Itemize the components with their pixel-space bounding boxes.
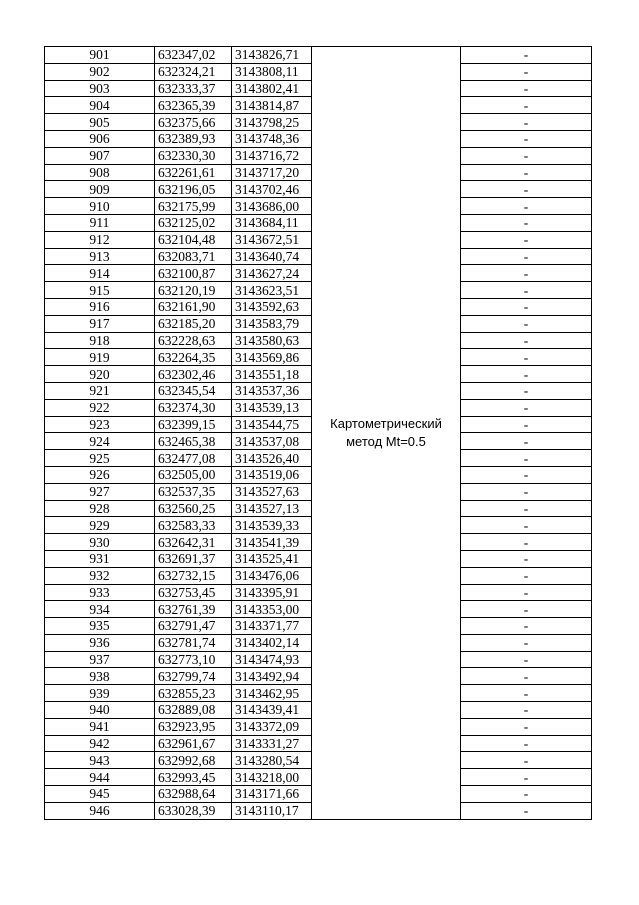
- point-number-cell: 919: [45, 349, 155, 366]
- accuracy-cell: -: [461, 634, 592, 651]
- accuracy-cell: -: [461, 601, 592, 618]
- point-number-cell: 940: [45, 702, 155, 719]
- x-coordinate-cell: 632988,64: [155, 786, 232, 803]
- x-coordinate-cell: 632175,99: [155, 198, 232, 215]
- accuracy-cell: -: [461, 534, 592, 551]
- coordinates-table-body: [45, 47, 592, 820]
- point-number-cell: 921: [45, 382, 155, 399]
- method-text-line: метод Mt=0.5: [346, 433, 426, 449]
- x-coordinate-cell: 632196,05: [155, 181, 232, 198]
- y-coordinate-cell: 3143802,41: [232, 80, 312, 97]
- point-number-cell: 904: [45, 97, 155, 114]
- x-coordinate-cell: 632477,08: [155, 450, 232, 467]
- accuracy-cell: -: [461, 685, 592, 702]
- point-number-cell: 934: [45, 601, 155, 618]
- accuracy-cell: -: [461, 47, 592, 64]
- point-number-cell: 926: [45, 466, 155, 483]
- y-coordinate-cell: 3143280,54: [232, 752, 312, 769]
- accuracy-cell: -: [461, 147, 592, 164]
- x-coordinate-cell: 632345,54: [155, 382, 232, 399]
- x-coordinate-cell: 632537,35: [155, 483, 232, 500]
- point-number-cell: 903: [45, 80, 155, 97]
- coordinates-table: [44, 46, 592, 820]
- point-number-cell: 909: [45, 181, 155, 198]
- accuracy-cell: -: [461, 349, 592, 366]
- point-number-cell: 942: [45, 735, 155, 752]
- accuracy-cell: -: [461, 735, 592, 752]
- point-number-cell: 946: [45, 802, 155, 819]
- x-coordinate-cell: 632100,87: [155, 265, 232, 282]
- x-coordinate-cell: 632791,47: [155, 618, 232, 635]
- y-coordinate-cell: 3143684,11: [232, 214, 312, 231]
- y-coordinate-cell: 3143623,51: [232, 282, 312, 299]
- x-coordinate-cell: 632923,95: [155, 718, 232, 735]
- accuracy-cell: -: [461, 399, 592, 416]
- accuracy-cell: -: [461, 702, 592, 719]
- accuracy-cell: -: [461, 651, 592, 668]
- accuracy-cell: -: [461, 517, 592, 534]
- accuracy-cell: -: [461, 466, 592, 483]
- y-coordinate-cell: 3143462,95: [232, 685, 312, 702]
- x-coordinate-cell: 632185,20: [155, 315, 232, 332]
- accuracy-cell: -: [461, 416, 592, 433]
- y-coordinate-cell: 3143539,13: [232, 399, 312, 416]
- x-coordinate-cell: 632302,46: [155, 366, 232, 383]
- x-coordinate-cell: 632324,21: [155, 63, 232, 80]
- accuracy-cell: -: [461, 315, 592, 332]
- x-coordinate-cell: 632125,02: [155, 214, 232, 231]
- point-number-cell: 913: [45, 248, 155, 265]
- x-coordinate-cell: 632993,45: [155, 769, 232, 786]
- x-coordinate-cell: 632365,39: [155, 97, 232, 114]
- point-number-cell: 905: [45, 114, 155, 131]
- y-coordinate-cell: 3143583,79: [232, 315, 312, 332]
- x-coordinate-cell: 632228,63: [155, 332, 232, 349]
- y-coordinate-cell: 3143569,86: [232, 349, 312, 366]
- x-coordinate-cell: 632083,71: [155, 248, 232, 265]
- y-coordinate-cell: 3143541,39: [232, 534, 312, 551]
- accuracy-cell: -: [461, 248, 592, 265]
- x-coordinate-cell: 632330,30: [155, 147, 232, 164]
- x-coordinate-cell: 632560,25: [155, 500, 232, 517]
- y-coordinate-cell: 3143527,13: [232, 500, 312, 517]
- accuracy-cell: -: [461, 769, 592, 786]
- x-coordinate-cell: 632691,37: [155, 550, 232, 567]
- y-coordinate-cell: 3143371,77: [232, 618, 312, 635]
- accuracy-cell: -: [461, 483, 592, 500]
- x-coordinate-cell: 632399,15: [155, 416, 232, 433]
- point-number-cell: 915: [45, 282, 155, 299]
- y-coordinate-cell: 3143672,51: [232, 231, 312, 248]
- point-number-cell: 930: [45, 534, 155, 551]
- table-row: [45, 47, 592, 64]
- y-coordinate-cell: 3143171,66: [232, 786, 312, 803]
- point-number-cell: 936: [45, 634, 155, 651]
- y-coordinate-cell: 3143474,93: [232, 651, 312, 668]
- point-number-cell: 923: [45, 416, 155, 433]
- y-coordinate-cell: 3143808,11: [232, 63, 312, 80]
- y-coordinate-cell: 3143331,27: [232, 735, 312, 752]
- point-number-cell: 928: [45, 500, 155, 517]
- x-coordinate-cell: 632465,38: [155, 433, 232, 450]
- y-coordinate-cell: 3143110,17: [232, 802, 312, 819]
- x-coordinate-cell: 632161,90: [155, 298, 232, 315]
- point-number-cell: 927: [45, 483, 155, 500]
- x-coordinate-cell: 632961,67: [155, 735, 232, 752]
- point-number-cell: 916: [45, 298, 155, 315]
- point-number-cell: 922: [45, 399, 155, 416]
- x-coordinate-cell: 632855,23: [155, 685, 232, 702]
- y-coordinate-cell: 3143372,09: [232, 718, 312, 735]
- point-number-cell: 931: [45, 550, 155, 567]
- accuracy-cell: -: [461, 164, 592, 181]
- y-coordinate-cell: 3143395,91: [232, 584, 312, 601]
- method-text-line: Картометрический: [330, 415, 442, 431]
- x-coordinate-cell: 632389,93: [155, 130, 232, 147]
- accuracy-cell: -: [461, 265, 592, 282]
- y-coordinate-cell: 3143748,36: [232, 130, 312, 147]
- accuracy-cell: -: [461, 567, 592, 584]
- accuracy-cell: -: [461, 752, 592, 769]
- y-coordinate-cell: 3143702,46: [232, 181, 312, 198]
- y-coordinate-cell: 3143525,41: [232, 550, 312, 567]
- y-coordinate-cell: 3143544,75: [232, 416, 312, 433]
- accuracy-cell: -: [461, 433, 592, 450]
- x-coordinate-cell: 632104,48: [155, 231, 232, 248]
- accuracy-cell: -: [461, 366, 592, 383]
- point-number-cell: 910: [45, 198, 155, 215]
- x-coordinate-cell: 632889,08: [155, 702, 232, 719]
- accuracy-cell: -: [461, 500, 592, 517]
- y-coordinate-cell: 3143476,06: [232, 567, 312, 584]
- y-coordinate-cell: 3143798,25: [232, 114, 312, 131]
- y-coordinate-cell: 3143580,63: [232, 332, 312, 349]
- point-number-cell: 911: [45, 214, 155, 231]
- y-coordinate-cell: 3143218,00: [232, 769, 312, 786]
- accuracy-cell: -: [461, 80, 592, 97]
- x-coordinate-cell: 633028,39: [155, 802, 232, 819]
- point-number-cell: 944: [45, 769, 155, 786]
- y-coordinate-cell: 3143537,36: [232, 382, 312, 399]
- y-coordinate-cell: 3143592,63: [232, 298, 312, 315]
- point-number-cell: 938: [45, 668, 155, 685]
- x-coordinate-cell: 632120,19: [155, 282, 232, 299]
- y-coordinate-cell: 3143527,63: [232, 483, 312, 500]
- y-coordinate-cell: 3143402,14: [232, 634, 312, 651]
- y-coordinate-cell: 3143439,41: [232, 702, 312, 719]
- x-coordinate-cell: 632347,02: [155, 47, 232, 64]
- accuracy-cell: -: [461, 668, 592, 685]
- x-coordinate-cell: 632799,74: [155, 668, 232, 685]
- x-coordinate-cell: 632732,15: [155, 567, 232, 584]
- accuracy-cell: -: [461, 214, 592, 231]
- point-number-cell: 943: [45, 752, 155, 769]
- point-number-cell: 924: [45, 433, 155, 450]
- y-coordinate-cell: 3143519,06: [232, 466, 312, 483]
- point-number-cell: 901: [45, 47, 155, 64]
- x-coordinate-cell: 632583,33: [155, 517, 232, 534]
- x-coordinate-cell: 632761,39: [155, 601, 232, 618]
- accuracy-cell: -: [461, 618, 592, 635]
- accuracy-cell: -: [461, 114, 592, 131]
- accuracy-cell: -: [461, 450, 592, 467]
- accuracy-cell: -: [461, 550, 592, 567]
- y-coordinate-cell: 3143539,33: [232, 517, 312, 534]
- point-number-cell: 941: [45, 718, 155, 735]
- accuracy-cell: -: [461, 282, 592, 299]
- x-coordinate-cell: 632773,10: [155, 651, 232, 668]
- x-coordinate-cell: 632264,35: [155, 349, 232, 366]
- accuracy-cell: -: [461, 63, 592, 80]
- accuracy-cell: -: [461, 97, 592, 114]
- point-number-cell: 907: [45, 147, 155, 164]
- accuracy-cell: -: [461, 584, 592, 601]
- x-coordinate-cell: 632261,61: [155, 164, 232, 181]
- y-coordinate-cell: 3143640,74: [232, 248, 312, 265]
- point-number-cell: 920: [45, 366, 155, 383]
- method-cell: [312, 47, 461, 820]
- y-coordinate-cell: 3143537,08: [232, 433, 312, 450]
- accuracy-cell: -: [461, 382, 592, 399]
- point-number-cell: 932: [45, 567, 155, 584]
- x-coordinate-cell: 632375,66: [155, 114, 232, 131]
- x-coordinate-cell: 632333,37: [155, 80, 232, 97]
- x-coordinate-cell: 632992,68: [155, 752, 232, 769]
- accuracy-cell: -: [461, 231, 592, 248]
- accuracy-cell: -: [461, 802, 592, 819]
- accuracy-cell: -: [461, 130, 592, 147]
- point-number-cell: 918: [45, 332, 155, 349]
- point-number-cell: 908: [45, 164, 155, 181]
- point-number-cell: 933: [45, 584, 155, 601]
- accuracy-cell: -: [461, 786, 592, 803]
- y-coordinate-cell: 3143814,87: [232, 97, 312, 114]
- y-coordinate-cell: 3143492,94: [232, 668, 312, 685]
- point-number-cell: 902: [45, 63, 155, 80]
- point-number-cell: 912: [45, 231, 155, 248]
- y-coordinate-cell: 3143826,71: [232, 47, 312, 64]
- point-number-cell: 937: [45, 651, 155, 668]
- accuracy-cell: -: [461, 332, 592, 349]
- point-number-cell: 929: [45, 517, 155, 534]
- x-coordinate-cell: 632781,74: [155, 634, 232, 651]
- x-coordinate-cell: 632374,30: [155, 399, 232, 416]
- accuracy-cell: -: [461, 181, 592, 198]
- y-coordinate-cell: 3143717,20: [232, 164, 312, 181]
- point-number-cell: 906: [45, 130, 155, 147]
- x-coordinate-cell: 632505,00: [155, 466, 232, 483]
- x-coordinate-cell: 632642,31: [155, 534, 232, 551]
- point-number-cell: 945: [45, 786, 155, 803]
- point-number-cell: 914: [45, 265, 155, 282]
- point-number-cell: 925: [45, 450, 155, 467]
- y-coordinate-cell: 3143686,00: [232, 198, 312, 215]
- x-coordinate-cell: 632753,45: [155, 584, 232, 601]
- accuracy-cell: -: [461, 298, 592, 315]
- point-number-cell: 939: [45, 685, 155, 702]
- accuracy-cell: -: [461, 198, 592, 215]
- y-coordinate-cell: 3143526,40: [232, 450, 312, 467]
- y-coordinate-cell: 3143627,24: [232, 265, 312, 282]
- y-coordinate-cell: 3143551,18: [232, 366, 312, 383]
- y-coordinate-cell: 3143716,72: [232, 147, 312, 164]
- accuracy-cell: -: [461, 718, 592, 735]
- y-coordinate-cell: 3143353,00: [232, 601, 312, 618]
- point-number-cell: 917: [45, 315, 155, 332]
- point-number-cell: 935: [45, 618, 155, 635]
